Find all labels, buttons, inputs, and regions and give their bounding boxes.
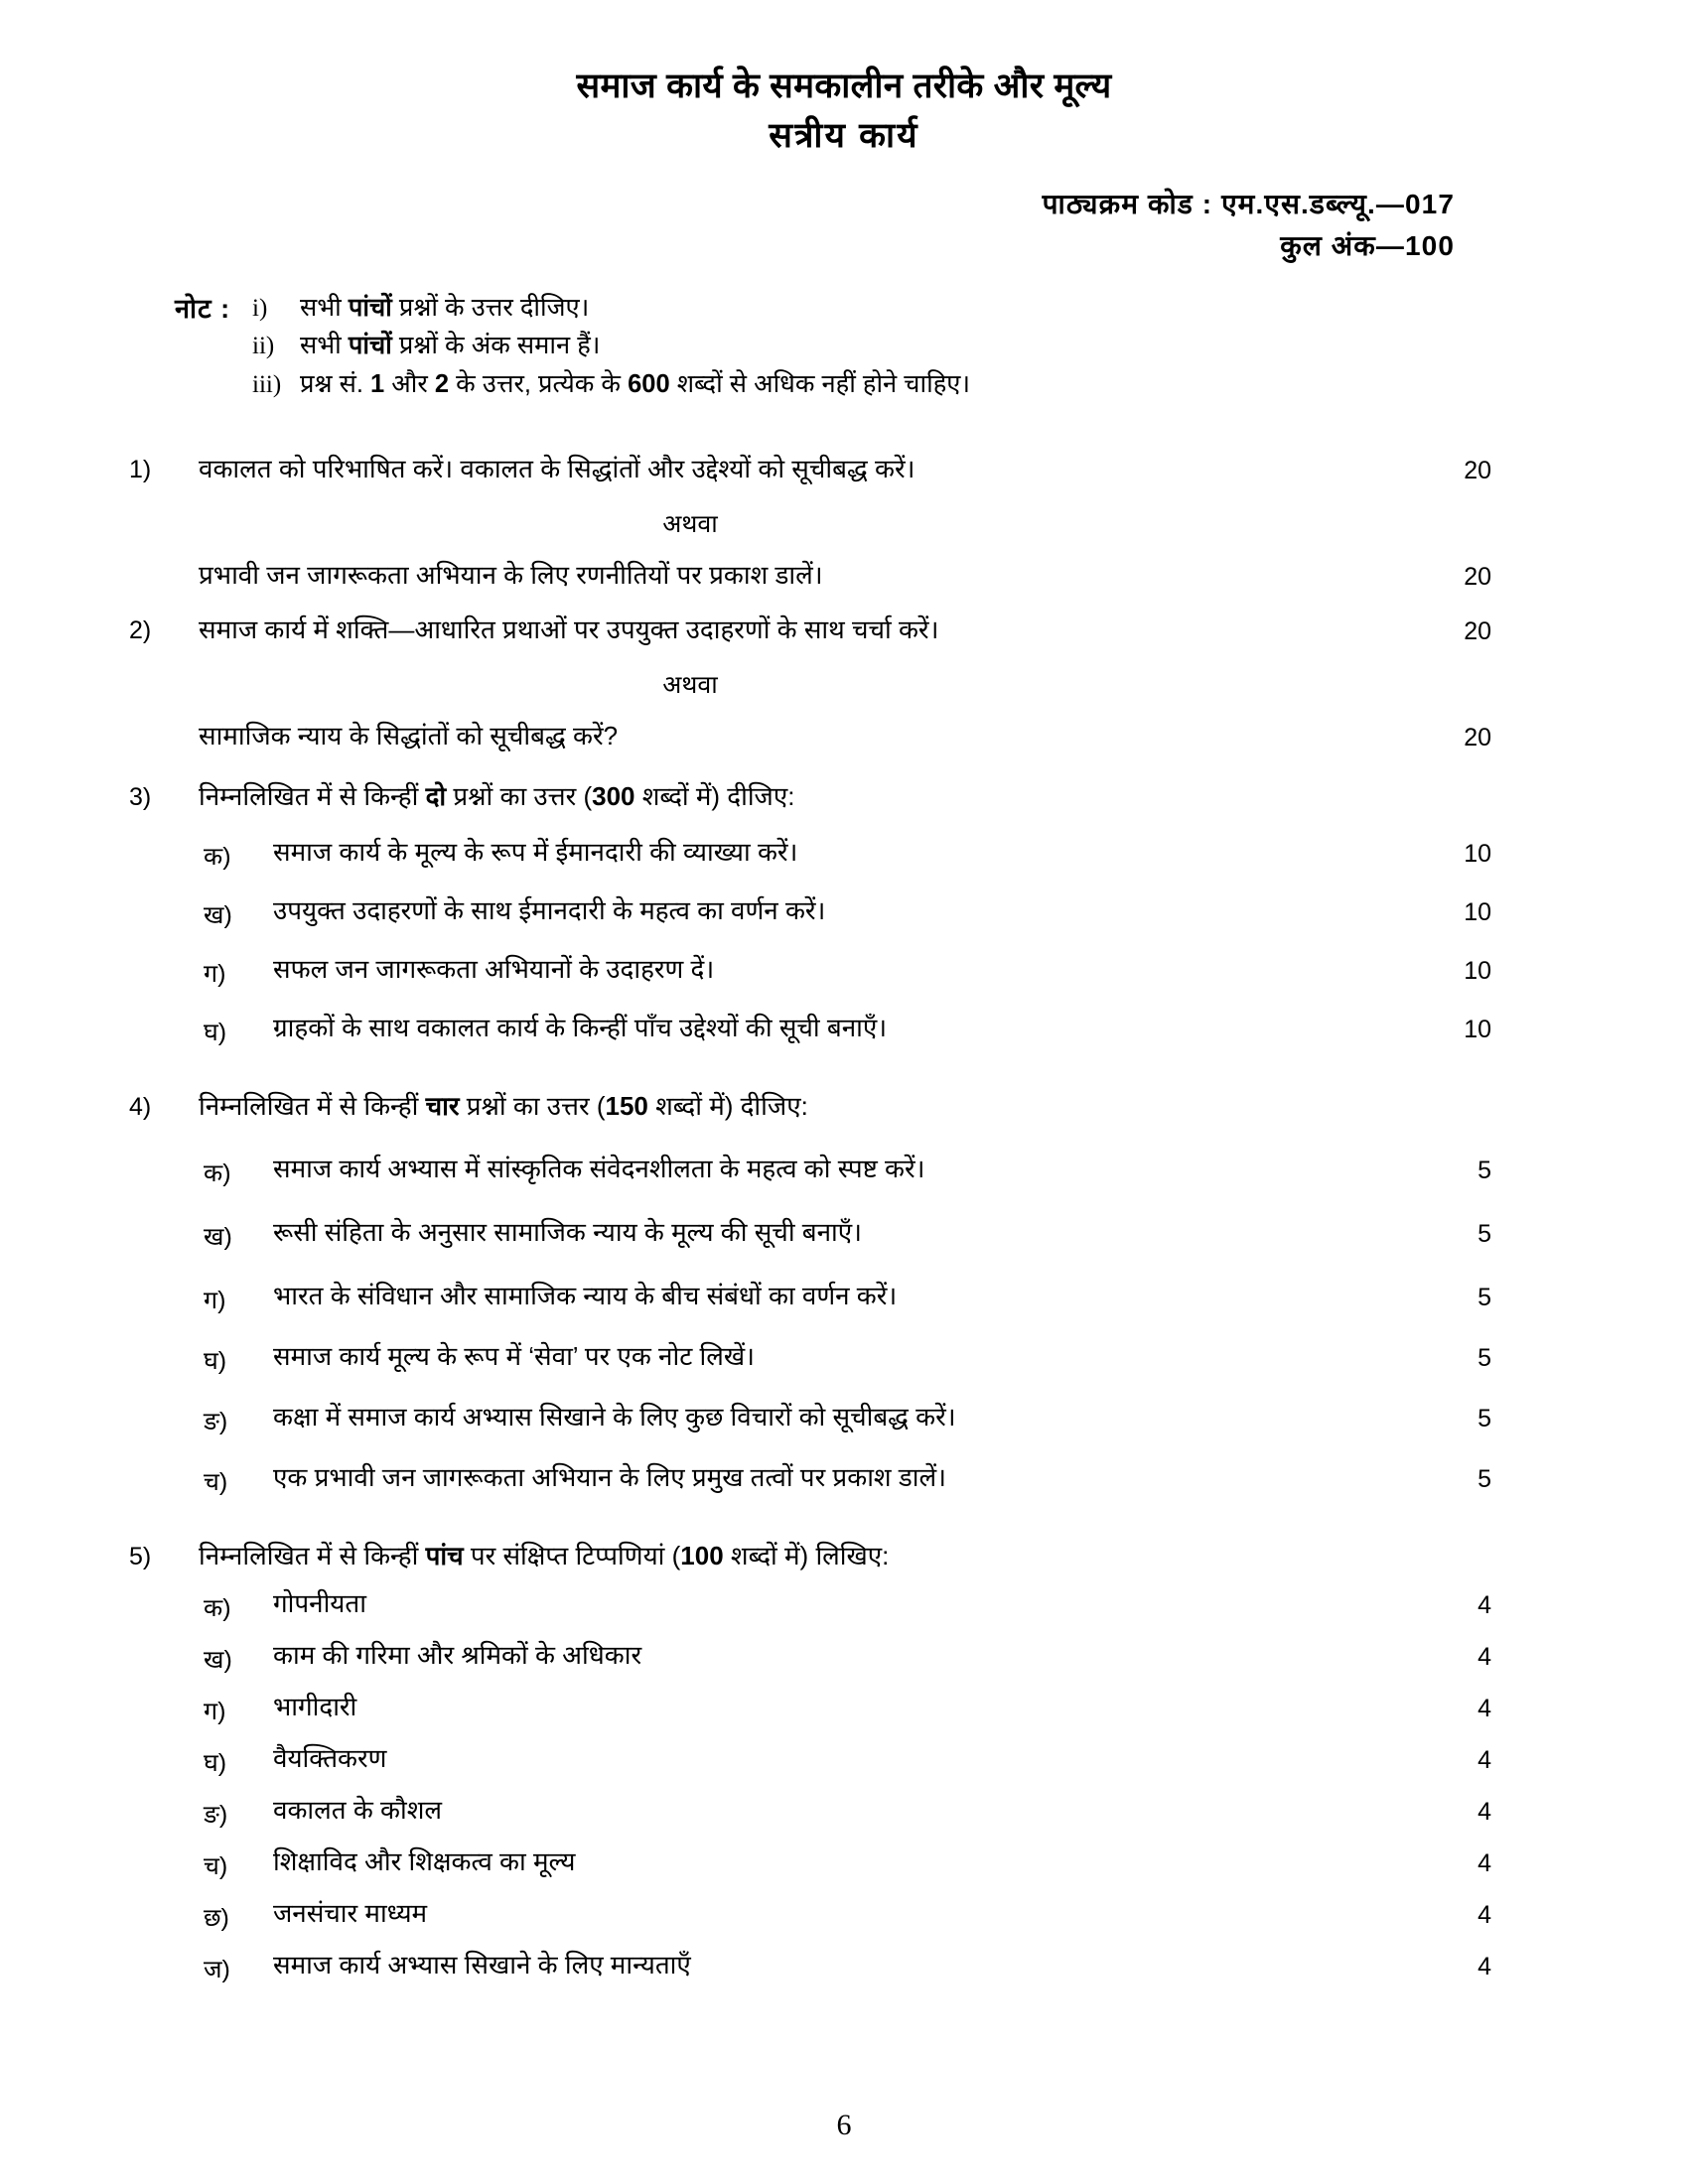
- subquestion-label: ङ): [204, 1407, 228, 1435]
- subquestion-label: ग): [204, 1697, 226, 1725]
- subquestion-marks: 4: [1477, 1590, 1491, 1619]
- stem-before: निम्नलिखित में से किन्हीं: [199, 781, 426, 812]
- subquestion-label: घ): [204, 1748, 227, 1777]
- subquestion-text: सफल जन जागरूकता अभियानों के उदाहरण दें।: [273, 954, 715, 985]
- course-code: पाठ्यक्रम कोड : एम.एस.डब्ल्यू.—017: [1042, 189, 1455, 220]
- subquestion-marks: 10: [1464, 898, 1491, 927]
- subquestion-label: च): [204, 1851, 228, 1880]
- total-marks: कुल अंक—100: [1280, 229, 1455, 261]
- question-alternative-text: सामाजिक न्याय के सिद्धांतों को सूचीबद्ध करें?: [199, 721, 619, 751]
- note-text-bold3: 600: [628, 369, 670, 398]
- subquestion-label: क): [204, 1159, 231, 1187]
- question-stem: [199, 1091, 1372, 1122]
- subquestion-label: ख): [204, 901, 232, 930]
- subquestion-marks: 4: [1477, 1797, 1491, 1826]
- stem-wordlimit: 150: [605, 1091, 648, 1122]
- stem-after: शब्दों में) दीजिए:: [634, 781, 795, 812]
- note-text-bold: पांचों: [348, 332, 392, 360]
- subquestion-text: कक्षा में समाज कार्य अभ्यास सिखाने के लिए कुछ विचारों को सूचीबद्ध करें।: [273, 1401, 956, 1432]
- page-title-line-1: समाज कार्य के समकालीन तरीके और मूल्य: [576, 67, 1112, 105]
- subquestion-label: ग): [204, 1286, 226, 1314]
- subquestion-text: जनसंचार माध्यम: [273, 1897, 428, 1928]
- note-item: [252, 334, 1688, 359]
- subquestion-row: [129, 1217, 1539, 1253]
- subquestion-row: [129, 954, 1539, 990]
- subquestion-row: [129, 1588, 1539, 1624]
- note-item: [252, 369, 1688, 398]
- stem-after: शब्दों में) दीजिए:: [647, 1091, 808, 1122]
- stem-wordlimit: 300: [592, 781, 635, 812]
- subquestion-label: छ): [204, 1903, 229, 1932]
- question-number: 4): [129, 1093, 152, 1122]
- question-number: 1): [129, 456, 152, 484]
- stem-count: चार: [425, 1091, 460, 1122]
- page-footer: [0, 2109, 1688, 2142]
- subquestion-text: ग्राहकों के साथ वकालत कार्य के किन्हीं पाँच उद्देश्यों की सूची बनाएँ।: [273, 1013, 888, 1043]
- question-alternative-text: प्रभावी जन जागरूकता अभियान के लिए रणनीतियों पर प्रकाश डालें।: [199, 560, 823, 591]
- page-title-line-2: सत्रीय कार्य: [769, 115, 919, 155]
- subquestion-marks: 10: [1464, 840, 1491, 869]
- subquestion-text: रूसी संहिता के अनुसार सामाजिक न्याय के मूल्य की सूची बनाएँ।: [273, 1216, 863, 1247]
- subquestion-row: [129, 895, 1539, 931]
- subquestion-row: [129, 1846, 1539, 1882]
- subquestion-text: एक प्रभावी जन जागरूकता अभियान के लिए प्रमुख तत्वों पर प्रकाश डालें।: [273, 1461, 946, 1492]
- subquestion-marks: 5: [1477, 1156, 1491, 1184]
- question-marks: [1372, 1541, 1539, 1544]
- subquestion-text: समाज कार्य अभ्यास सिखाने के लिए मान्यताएँ: [273, 1949, 691, 1979]
- subquestion-marks: 4: [1477, 1900, 1491, 1929]
- subquestion-row: [129, 1154, 1539, 1189]
- subquestion-marks: 10: [1464, 957, 1491, 986]
- subquestion-row: [129, 1692, 1539, 1727]
- subquestion-row: [129, 837, 1539, 873]
- question-stem: [199, 1541, 1372, 1571]
- question-marks: 20: [1464, 617, 1491, 646]
- subquestion-marks: 5: [1477, 1464, 1491, 1493]
- note-text-bold: 1: [370, 369, 385, 398]
- note-text: [300, 369, 971, 398]
- stem-before: निम्नलिखित में से किन्हीं: [199, 1540, 426, 1570]
- question-stem: [199, 781, 1372, 812]
- question-number: 2): [129, 616, 152, 645]
- question-alternative-marks: 20: [1464, 563, 1491, 592]
- subquestion-text: काम की गरिमा और श्रमिकों के अधिकार: [273, 1639, 642, 1670]
- subquestion-label: ज): [204, 1955, 230, 1983]
- note-text-mid: और: [384, 369, 435, 398]
- stem-before: निम्नलिखित में से किन्हीं: [199, 1091, 426, 1122]
- question-marks: [1372, 1091, 1539, 1094]
- stem-wordlimit: 100: [680, 1540, 724, 1570]
- subquestion-text: समाज कार्य के मूल्य के रूप में ईमानदारी की व्याख्या करें।: [273, 837, 798, 868]
- question-alternative-row: [129, 721, 1539, 752]
- question-number: 3): [129, 783, 152, 812]
- subquestion-text: उपयुक्त उदाहरणों के साथ ईमानदारी के महत्व का वर्णन करें।: [273, 895, 826, 926]
- stem-count: दो: [425, 781, 447, 812]
- subquestion-text: भागीदारी: [273, 1691, 357, 1721]
- subquestion-row: [129, 1281, 1539, 1316]
- note-text-after: के उत्तर, प्रत्येक के: [449, 369, 629, 398]
- subquestion-label: ख): [204, 1645, 232, 1674]
- subquestion-text: वैयक्तिकरण: [273, 1742, 387, 1773]
- note-text-after: प्रश्नों के उत्तर दीजिए।: [391, 293, 590, 322]
- document-header: [0, 0, 1688, 266]
- question-text: वकालत को परिभाषित करें। वकालत के सिद्धांतों और उद्देश्यों को सूचीबद्ध करें।: [199, 454, 915, 484]
- note-roman-numeral: ii): [252, 333, 275, 360]
- stem-mid: पर संक्षिप्त टिप्पणियां (: [463, 1540, 681, 1570]
- subquestion-text: समाज कार्य मूल्य के रूप में ‘सेवा’ पर एक नोट लिखें।: [273, 1340, 756, 1371]
- subquestion-label: क): [204, 1593, 231, 1622]
- subquestion-row: [129, 1341, 1539, 1377]
- question-number: 5): [129, 1542, 152, 1570]
- question-marks: [1372, 781, 1539, 784]
- subquestion-row: [129, 1795, 1539, 1831]
- question-alternative-marks: 20: [1464, 724, 1491, 752]
- notes-label: नोट :: [175, 293, 231, 324]
- page-number: 6: [836, 2109, 852, 2141]
- subquestion-row: [129, 1950, 1539, 1985]
- note-text-before: सभी: [300, 332, 349, 360]
- question-row: [129, 1091, 1539, 1122]
- subquestion-text: वकालत के कौशल: [273, 1794, 443, 1825]
- stem-count: पांच: [425, 1540, 464, 1570]
- subquestion-label: ख): [204, 1222, 232, 1251]
- subquestion-text: समाज कार्य अभ्यास में सांस्कृतिक संवेदनशीलता के महत्व को स्पष्ट करें।: [273, 1153, 925, 1183]
- question-text: समाज कार्य में शक्ति—आधारित प्रथाओं पर उपयुक्त उदाहरणों के साथ चर्चा करें।: [199, 614, 939, 645]
- subquestion-text: भारत के संविधान और सामाजिक न्याय के बीच संबंधों का वर्णन करें।: [273, 1280, 898, 1310]
- subquestion-row: [129, 1898, 1539, 1934]
- subquestion-marks: 5: [1477, 1343, 1491, 1372]
- course-meta: [0, 184, 1688, 265]
- subquestion-label: ग): [204, 960, 226, 989]
- note-text-bold: पांचों: [348, 293, 392, 322]
- subquestion-row: [129, 1462, 1539, 1498]
- question-number-blank: [129, 560, 199, 562]
- subquestion-marks: 5: [1477, 1219, 1491, 1248]
- subquestion-label: क): [204, 843, 231, 872]
- subquestion-marks: 4: [1477, 1694, 1491, 1722]
- subquestion-row: [129, 1640, 1539, 1676]
- question-marks: 20: [1464, 457, 1491, 485]
- subquestion-text: गोपनीयता: [273, 1587, 366, 1618]
- subquestion-marks: 4: [1477, 1952, 1491, 1980]
- subquestion-marks: 4: [1477, 1642, 1491, 1671]
- subquestion-label: ङ): [204, 1800, 228, 1829]
- subquestion-marks: 4: [1477, 1745, 1491, 1774]
- note-roman-numeral: i): [252, 294, 268, 322]
- question-row: [129, 454, 1539, 485]
- stem-after: शब्दों में) लिखिए:: [723, 1540, 890, 1570]
- subquestion-text: शिक्षाविद और शिक्षकत्व का मूल्य: [273, 1845, 576, 1876]
- subquestion-row: [129, 1743, 1539, 1779]
- question-row: [129, 614, 1539, 646]
- note-text-before: सभी: [300, 293, 349, 322]
- subquestion-row: [129, 1402, 1539, 1437]
- subquestion-label: घ): [204, 1019, 227, 1047]
- subquestion-marks: 5: [1477, 1283, 1491, 1311]
- question-row: [129, 781, 1539, 812]
- alternative-label: अथवा: [662, 510, 718, 539]
- subquestion-label: घ): [204, 1346, 227, 1375]
- question-number-blank: [129, 721, 199, 723]
- note-text-tail: शब्दों से अधिक नहीं होने चाहिए।: [669, 369, 971, 398]
- note-text: [300, 293, 590, 322]
- stem-mid: प्रश्नों का उत्तर (: [446, 781, 593, 812]
- subquestion-label: च): [204, 1467, 228, 1496]
- note-text-after: प्रश्नों के अंक समान हैं।: [391, 332, 601, 360]
- subquestion-marks: 4: [1477, 1848, 1491, 1877]
- question-alternative-row: [129, 560, 1539, 592]
- notes-list: [252, 293, 1688, 411]
- note-text-before: प्रश्न सं.: [300, 369, 371, 398]
- subquestion-marks: 5: [1477, 1404, 1491, 1433]
- question-row: [129, 1541, 1539, 1571]
- note-text-bold2: 2: [434, 369, 450, 398]
- subquestion-row: [129, 1013, 1539, 1048]
- subquestion-marks: 10: [1464, 1016, 1491, 1044]
- note-roman-numeral: iii): [252, 370, 282, 398]
- note-item: [252, 293, 1688, 322]
- stem-mid: प्रश्नों का उत्तर (: [459, 1091, 606, 1122]
- note-text: [300, 334, 600, 359]
- questions-list: [0, 454, 1688, 1985]
- alternative-label: अथवा: [662, 671, 718, 700]
- notes-section: [0, 293, 1688, 411]
